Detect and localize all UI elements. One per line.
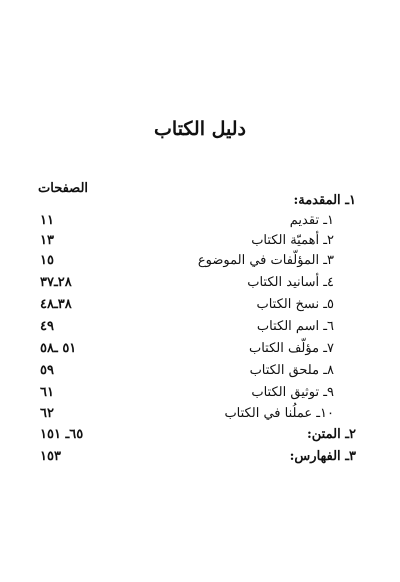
toc-entry-book-name [40,317,356,337]
toc-entry-label: ٨ـ ملحق الكتاب [249,363,334,378]
toc-entry-label: ٣ـ الفهارس: [289,449,356,464]
toc-entry-page: ٢٨ـ٣٧ [40,275,72,290]
toc-entry-label: ٩ـ توثيق الكتاب [251,385,334,400]
toc-entry-label: ٣ـ المؤلّفات في الموضوع [197,253,334,268]
toc-entry-page: ٦١ [40,385,54,400]
toc-entry-introduction [40,191,356,211]
toc-entry-page: ١٣ [40,233,54,248]
toc-entry-label: ٤ـ أسانيد الكتاب [247,275,334,290]
page-title: دليل الكتاب [154,118,246,140]
toc-entry-appendix [40,361,356,381]
toc-entry-author [40,339,356,359]
toc-entry-main-text [40,425,356,445]
toc-entry-label: ٢ـ أهميّة الكتاب [251,233,334,248]
toc-entry-page: ١١ [40,213,54,228]
toc-entry-chains [40,273,356,293]
toc-entry-label: ١ـ المقدمة: [293,193,356,208]
toc-entry-page: ٤٩ [40,319,54,334]
toc-entry-page: ٣٨ـ٤٨ [40,297,72,312]
toc-entry-label: ١ـ تقديم [289,213,334,228]
toc-entry-label: ٦ـ اسم الكتاب [256,319,334,334]
toc-entry-page: ١٥٣ [40,449,61,464]
toc-entry-our-work [40,404,356,424]
toc-entry-page: ٦٥ـ ١٥١ [40,427,84,442]
toc-entry-page: ١٥ [40,253,54,268]
toc-entry-indexes [40,447,356,467]
toc-entry-label: ٧ـ مؤلّف الكتاب [248,341,334,356]
toc-entry-page: ٥٩ [40,363,54,378]
toc-entry-label: ٥ـ نسخ الكتاب [256,297,334,312]
toc-entry-page: ٥١ ـ٥٨ [40,341,77,356]
toc-entry-works-on-topic [40,251,356,271]
pages-column-header: الصفحات [38,181,89,196]
toc-entry-page: ٦٢ [40,406,54,421]
toc-entry-manuscripts [40,295,356,315]
toc-entry-verification [40,383,356,403]
toc-entry-label: ١٠ـ عملُنا في الكتاب [224,406,334,421]
toc-entry-label: ٢ـ المتن: [306,427,356,442]
toc-entry-importance [40,231,356,251]
toc-entry-preface [40,211,356,231]
